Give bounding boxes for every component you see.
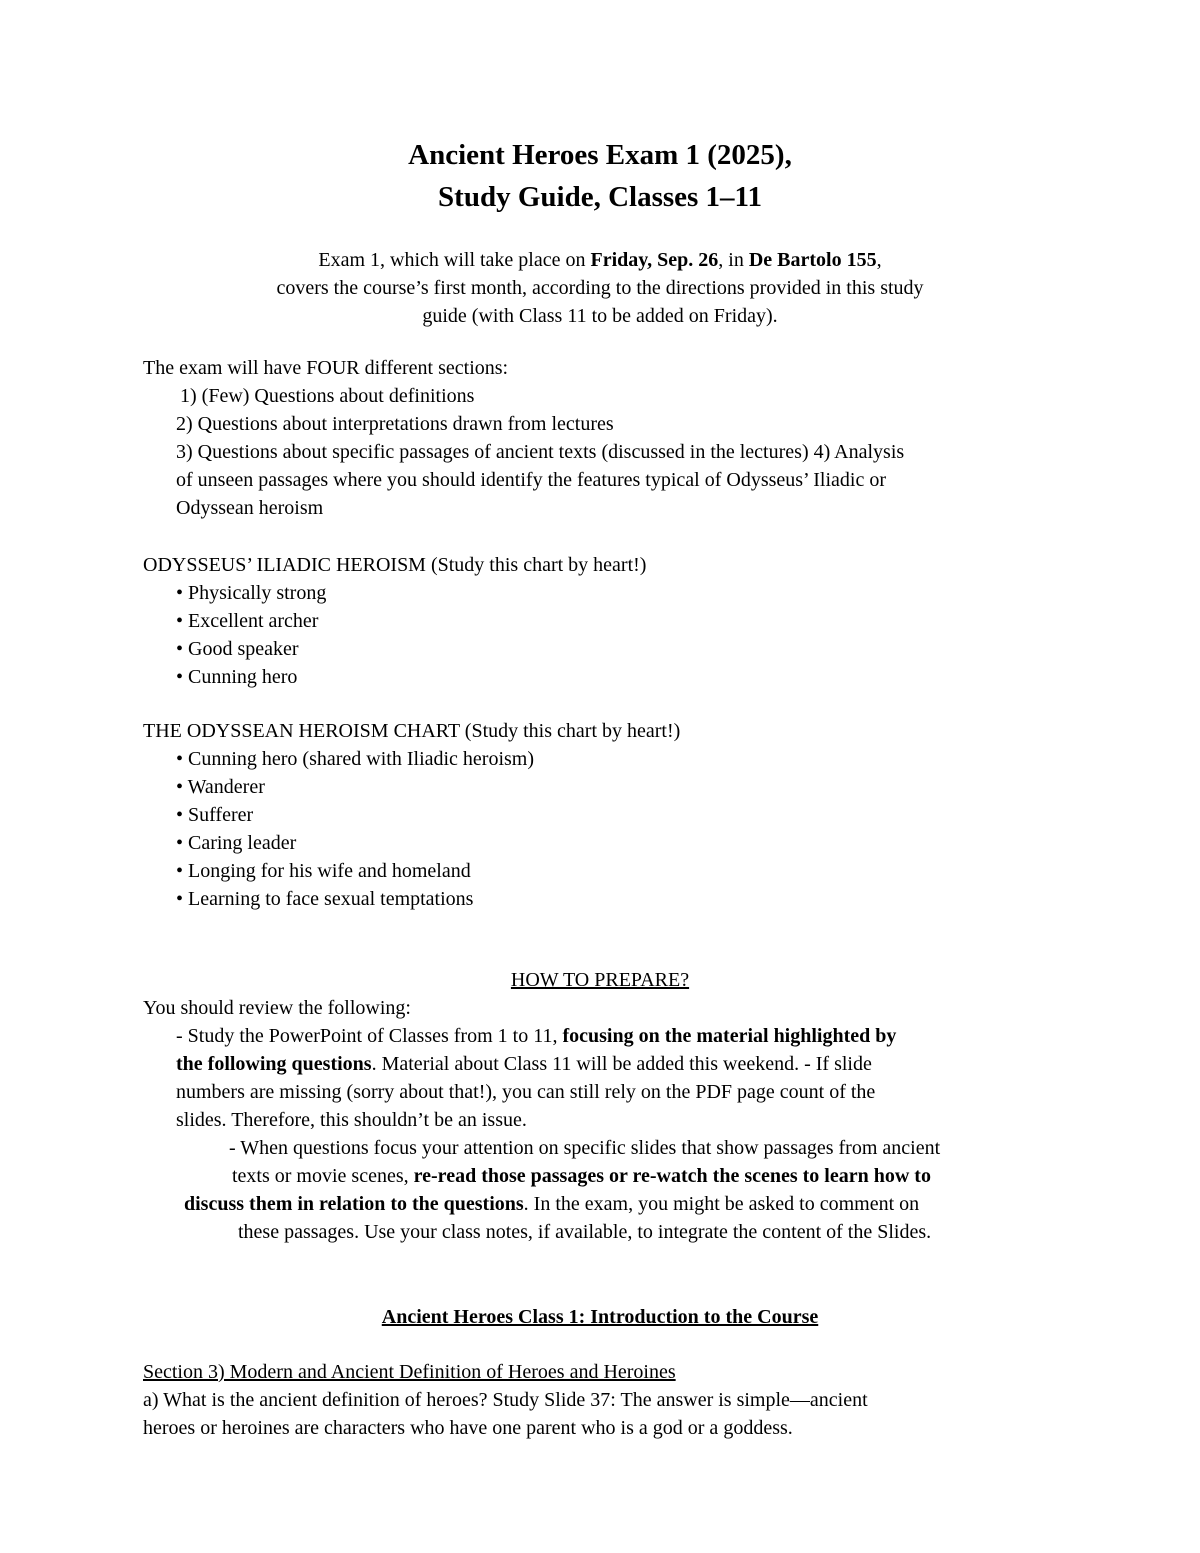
prepare-text: . In the exam, you might be asked to comment on xyxy=(523,1193,920,1215)
intro-paragraph xyxy=(0,246,1200,330)
intro-line-2: covers the course’s first month, according to the directions provided in this study xyxy=(276,277,924,299)
section-item: Odyssean heroism xyxy=(176,497,324,519)
odyssean-item: • Cunning hero (shared with Iliadic heroism) xyxy=(176,748,535,770)
iliadic-item: • Excellent archer xyxy=(176,610,319,632)
prepare-line xyxy=(0,1022,1200,1050)
prepare-line xyxy=(0,1190,1200,1218)
intro-line-3: guide (with Class 11 to be added on Friday). xyxy=(422,305,778,327)
odyssean-item: • Longing for his wife and homeland xyxy=(176,860,471,882)
exam-location: De Bartolo 155 xyxy=(748,249,877,271)
prepare-text: . Material about Class 11 will be added this weekend. - If slide xyxy=(371,1053,872,1075)
section-item: of unseen passages where you should identify the features typical of Odysseus’ Iliadic or xyxy=(176,469,886,491)
section-item: 2) Questions about interpretations drawn from lectures xyxy=(176,413,614,435)
title-line-2: Study Guide, Classes 1–11 xyxy=(438,181,762,213)
prepare-line xyxy=(0,1162,1200,1190)
odyssean-heading: THE ODYSSEAN HEROISM CHART (Study this chart by heart!) xyxy=(143,720,681,742)
prepare-emphasis: focusing on the material highlighted by xyxy=(562,1025,897,1047)
class-1-section xyxy=(0,1303,1200,1331)
question-a-line-1: a) What is the ancient definition of heroes? Study Slide 37: The answer is simple—ancient xyxy=(143,1389,868,1411)
prepare-emphasis: the following questions xyxy=(176,1053,372,1075)
odyssean-item: • Sufferer xyxy=(176,804,254,826)
intro-text: , xyxy=(876,249,882,271)
prepare-text: - Study the PowerPoint of Classes from 1 to 11, xyxy=(176,1025,563,1047)
title-line-1: Ancient Heroes Exam 1 (2025), xyxy=(408,139,792,171)
prepare-line: - When questions focus your attention on specific slides that show passages from ancient xyxy=(229,1137,941,1159)
intro-line-1 xyxy=(0,246,1200,274)
prepare-text: texts or movie scenes, xyxy=(232,1165,414,1187)
class-1-heading: Ancient Heroes Class 1: Introduction to the Course xyxy=(381,1306,819,1328)
odyssean-item: • Learning to face sexual temptations xyxy=(176,888,474,910)
class-1-content xyxy=(0,1358,1200,1442)
odyssean-heroism-chart xyxy=(0,717,1200,913)
sections-intro: The exam will have FOUR different sections: xyxy=(143,357,509,379)
prepare-emphasis: re-read those passages or re-watch the scenes to learn how to xyxy=(413,1165,931,1187)
how-to-prepare xyxy=(0,966,1200,1246)
intro-text: Exam 1, which will take place on xyxy=(318,249,591,271)
iliadic-item: • Cunning hero xyxy=(176,666,298,688)
iliadic-heading: ODYSSEUS’ ILIADIC HEROISM (Study this chart by heart!) xyxy=(143,554,647,576)
prepare-heading: HOW TO PREPARE? xyxy=(510,969,690,991)
iliadic-item: • Physically strong xyxy=(176,582,327,604)
odyssean-item: • Caring leader xyxy=(176,832,297,854)
section-3-heading: Section 3) Modern and Ancient Definition of Heroes and Heroines xyxy=(143,1361,676,1383)
prepare-line: numbers are missing (sorry about that!), you can still rely on the PDF page count of the xyxy=(176,1081,876,1103)
intro-text: , in xyxy=(718,249,749,271)
section-item: 1) (Few) Questions about definitions xyxy=(180,385,475,407)
iliadic-item: • Good speaker xyxy=(176,638,299,660)
iliadic-heroism-chart xyxy=(0,551,1200,691)
prepare-intro: You should review the following: xyxy=(143,997,411,1019)
question-a-line-2: heroes or heroines are characters who have one parent who is a god or a goddess. xyxy=(143,1417,793,1439)
exam-sections xyxy=(0,354,1200,522)
prepare-line: slides. Therefore, this shouldn’t be an issue. xyxy=(176,1109,527,1131)
section-item: 3) Questions about specific passages of ancient texts (discussed in the lectures) 4) Analysis xyxy=(176,441,905,463)
prepare-emphasis: discuss them in relation to the questions xyxy=(184,1193,524,1215)
prepare-line xyxy=(0,1050,1200,1078)
exam-date: Friday, Sep. 26 xyxy=(590,249,719,271)
prepare-line: these passages. Use your class notes, if available, to integrate the content of the Slides. xyxy=(238,1221,932,1243)
odyssean-item: • Wanderer xyxy=(176,776,265,798)
